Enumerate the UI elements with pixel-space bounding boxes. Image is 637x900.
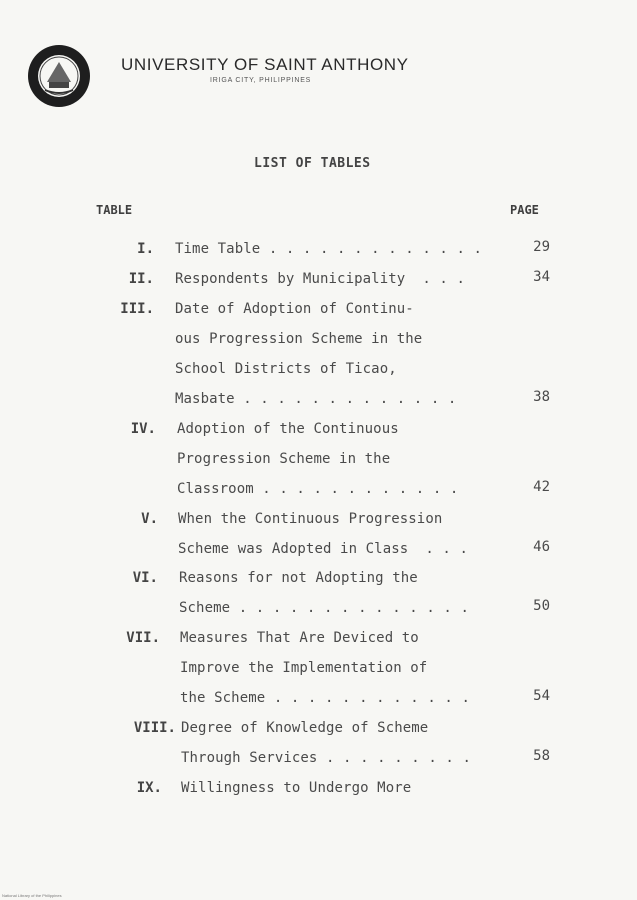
- entry-page-number: 58: [533, 748, 550, 764]
- entry-title-line: Masbate . . . . . . . . . . . . .: [175, 391, 457, 407]
- entry-title-line: Reasons for not Adopting the: [179, 570, 418, 586]
- entry-title-line: Respondents by Municipality . . .: [175, 271, 465, 287]
- entry-title-line: When the Continuous Progression: [178, 511, 443, 527]
- entry-title-line: Measures That Are Deviced to: [180, 630, 419, 646]
- entry-title-line: Classroom . . . . . . . . . . . .: [177, 481, 459, 497]
- entry-title-line: Date of Adoption of Continu-: [175, 301, 414, 317]
- entry-page-number: 42: [533, 479, 550, 495]
- entry-page-number: 38: [533, 389, 550, 405]
- entry-title-line: Willingness to Undergo More: [181, 780, 412, 796]
- entry-title-line: the Scheme . . . . . . . . . . . .: [180, 690, 470, 706]
- entry-number: IV.: [130, 421, 156, 437]
- page-column-header: PAGE: [510, 203, 539, 217]
- university-name: UNIVERSITY OF SAINT ANTHONY: [121, 55, 409, 74]
- entry-title-line: Progression Scheme in the: [177, 451, 391, 467]
- entry-page-number: 29: [533, 239, 550, 255]
- entry-number: VIII.: [133, 720, 176, 736]
- entry-number: VI.: [132, 570, 158, 586]
- entry-page-number: 34: [533, 269, 550, 285]
- entry-title-line: Time Table . . . . . . . . . . . . .: [175, 241, 483, 257]
- entry-title-line: Improve the Implementation of: [180, 660, 428, 676]
- entry-number: VII.: [126, 630, 160, 646]
- entry-title-line: School Districts of Ticao,: [175, 361, 397, 377]
- entry-number: I.: [137, 241, 154, 257]
- university-address: IRIGA CITY, PHILIPPINES: [210, 77, 312, 84]
- page-title: LIST OF TABLES: [254, 156, 371, 171]
- table-column-header: TABLE: [96, 203, 133, 217]
- entry-number: V.: [141, 511, 158, 527]
- university-seal-icon: [27, 44, 91, 108]
- entry-page-number: 46: [533, 539, 550, 555]
- entry-title-line: Degree of Knowledge of Scheme: [181, 720, 429, 736]
- entry-page-number: 54: [533, 688, 550, 704]
- entry-number: III.: [120, 301, 154, 317]
- footer-note: National Library of the Philippines: [2, 893, 62, 898]
- entry-number: IX.: [136, 780, 162, 796]
- entry-title-line: Through Services . . . . . . . . .: [181, 750, 471, 766]
- entry-number: II.: [128, 271, 154, 287]
- entry-page-number: 50: [533, 598, 550, 614]
- entry-title-line: Scheme . . . . . . . . . . . . . .: [179, 600, 469, 616]
- entry-title-line: Scheme was Adopted in Class . . .: [178, 541, 468, 557]
- entry-title-line: Adoption of the Continuous: [177, 421, 399, 437]
- entry-title-line: ous Progression Scheme in the: [175, 331, 423, 347]
